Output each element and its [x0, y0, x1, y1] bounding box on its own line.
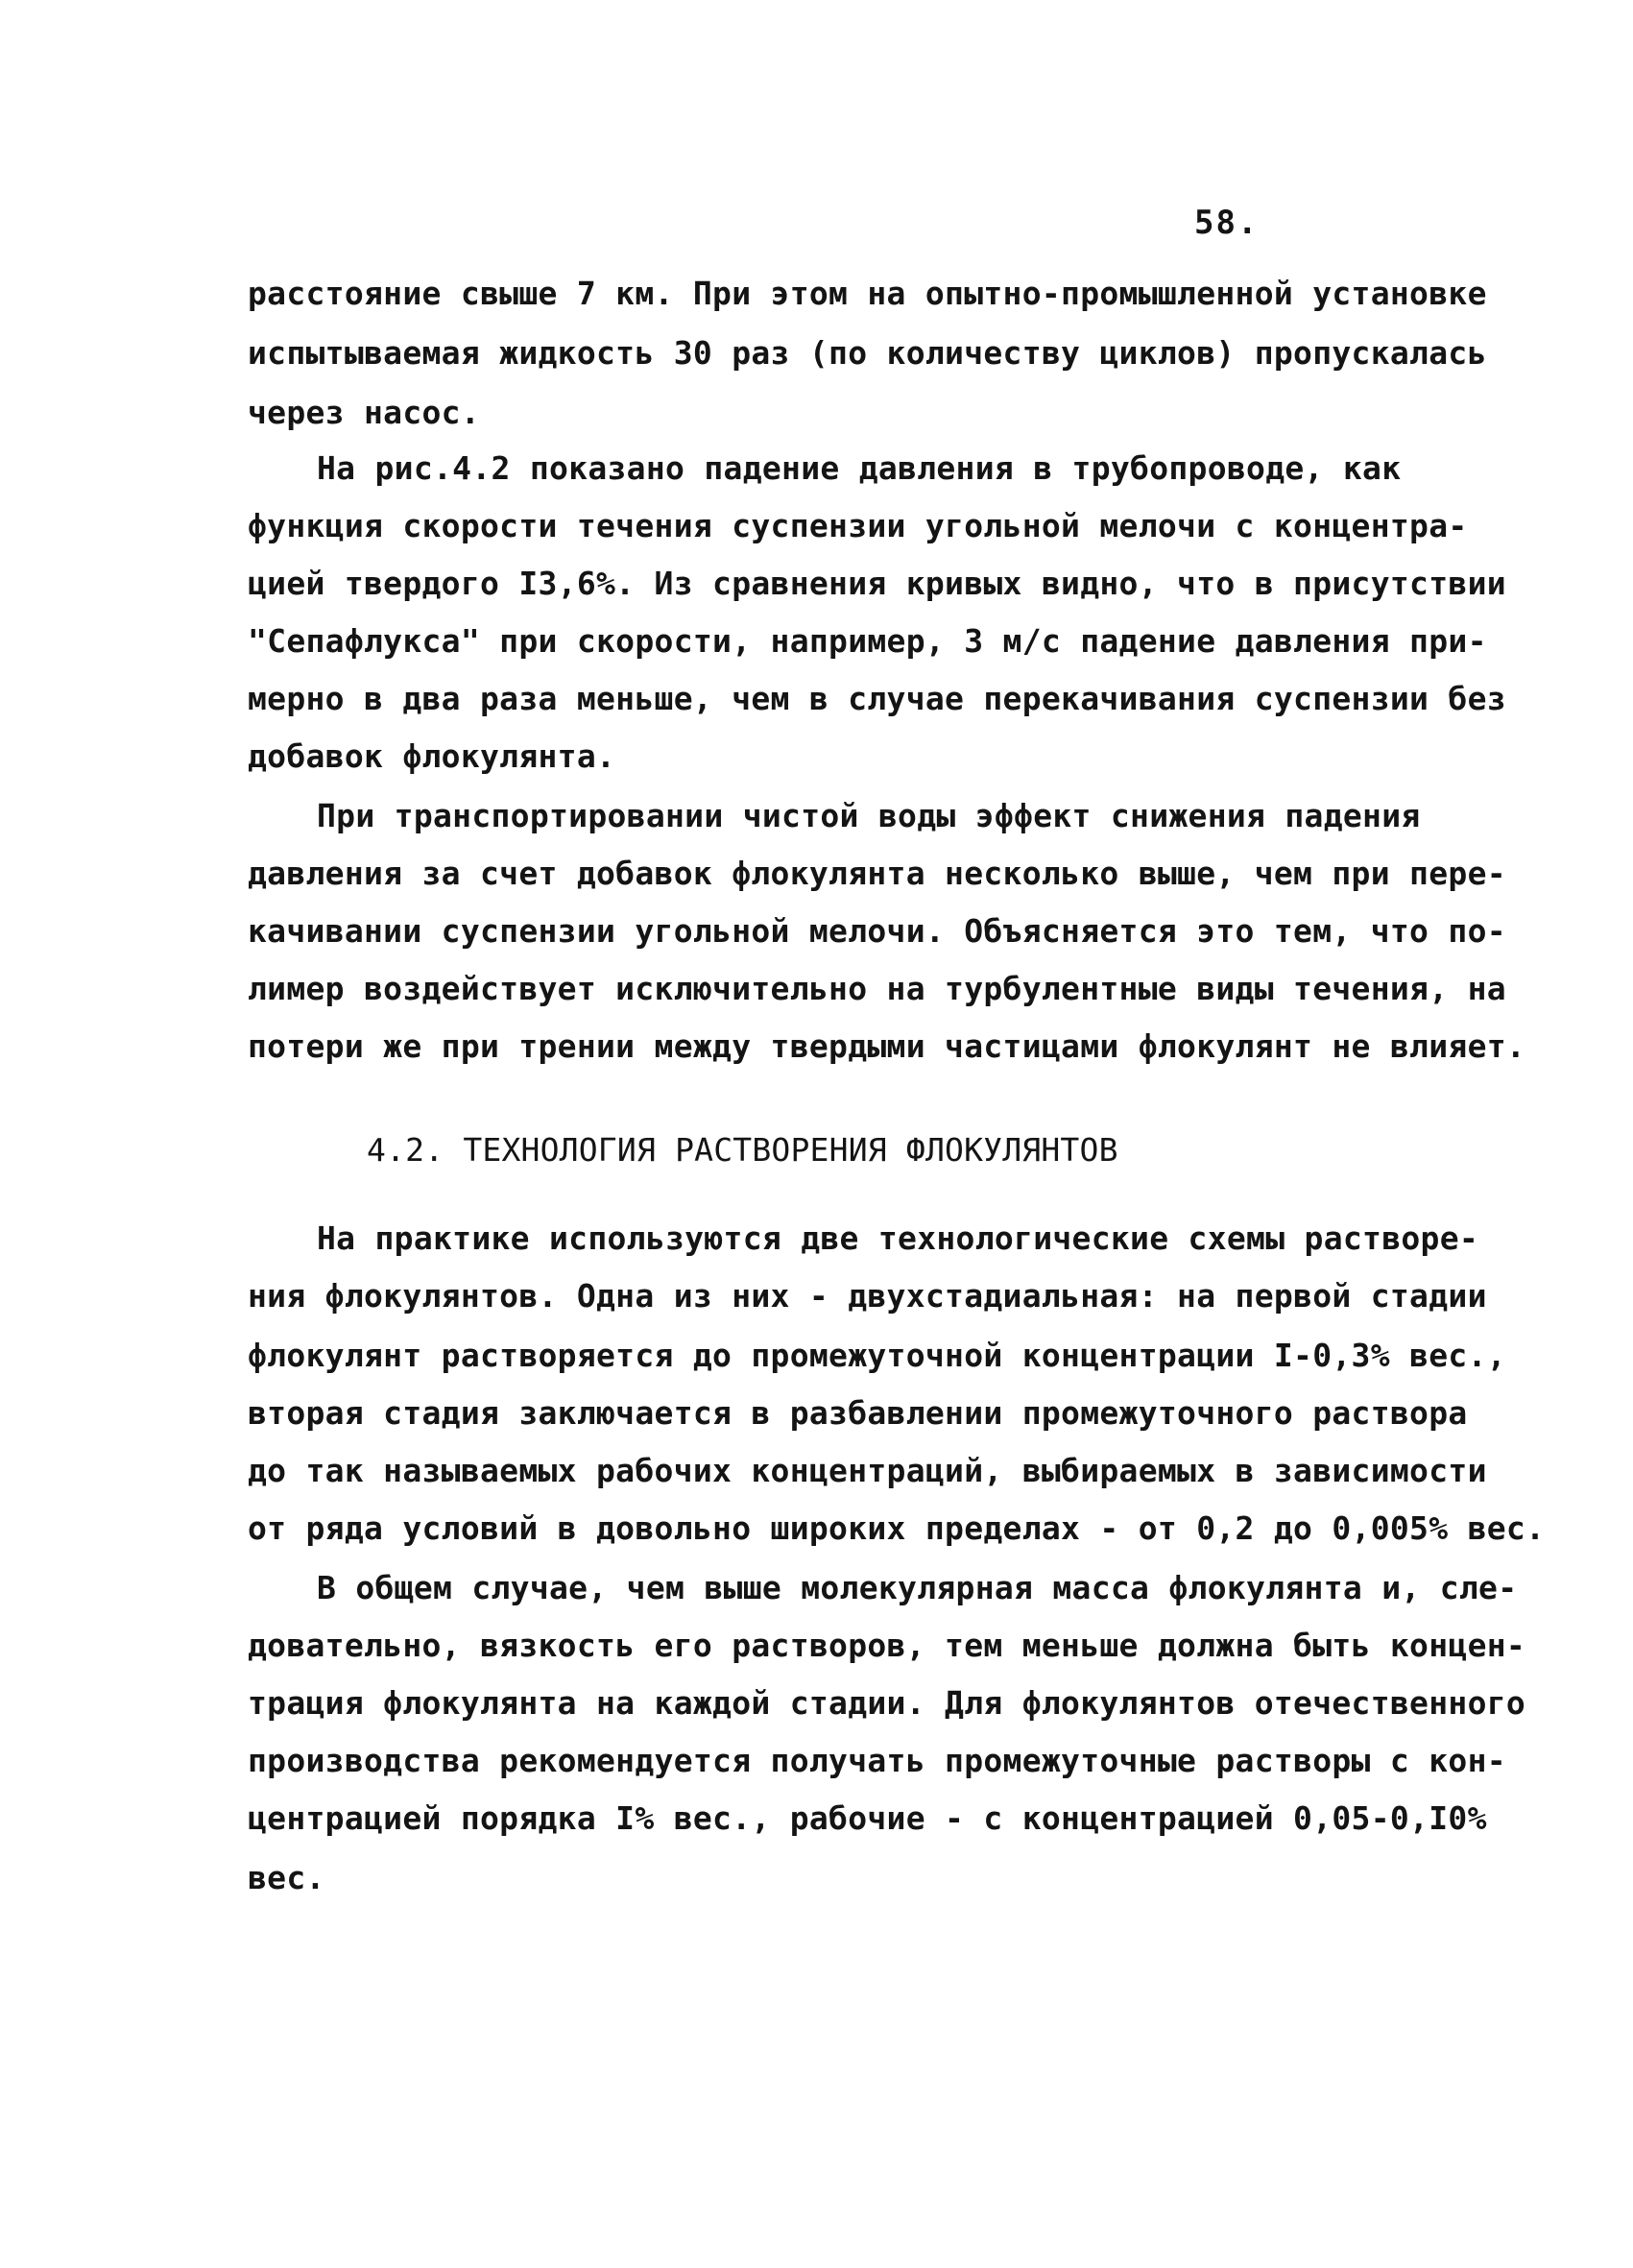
text-line: функция скорости течения суспензии угольной мелочи с концентра-: [248, 507, 1468, 544]
section-heading: 4.2. ТЕХНОЛОГИЯ РАСТВОРЕНИЯ ФЛОКУЛЯНТОВ: [367, 1131, 1118, 1169]
text-line: ния флокулянтов. Одна из них - двухстадиальная: на первой стадии: [248, 1277, 1487, 1315]
text-line: вторая стадия заключается в разбавлении промежуточного раствора: [248, 1394, 1468, 1432]
text-line: расстояние свыше 7 км. При этом на опытно-промышленной установке: [248, 275, 1487, 312]
text-line: центрацией порядка I% вес., рабочие - с концентрацией 0,05-0,I0%: [248, 1799, 1487, 1837]
text-line: На практике используются две технологические схемы растворе-: [317, 1219, 1479, 1257]
text-line: довательно, вязкость его растворов, тем меньше должна быть концен-: [248, 1627, 1526, 1664]
page-number: 58.: [1194, 204, 1260, 242]
text-line: вес.: [248, 1859, 325, 1896]
text-line: потери же при трении между твердыми частицами флокулянт не влияет.: [248, 1027, 1526, 1065]
text-line: флокулянт растворяется до промежуточной концентрации I-0,3% вес.,: [248, 1337, 1506, 1374]
text-line: лимер воздействует исключительно на турбулентные виды течения, на: [248, 970, 1506, 1007]
text-line: На рис.4.2 показано падение давления в трубопроводе, как: [317, 449, 1402, 487]
text-line: испытываемая жидкость 30 раз (по количеству циклов) пропускалась: [248, 334, 1487, 372]
text-line: "Сепафлукса" при скорости, например, 3 м/с падение давления при-: [248, 622, 1487, 660]
text-line: производства рекомендуется получать промежуточные растворы с кон-: [248, 1742, 1506, 1779]
text-line: от ряда условий в довольно широких пределах - от 0,2 до 0,005% вес.: [248, 1509, 1546, 1547]
text-line: цией твердого I3,6%. Из сравнения кривых видно, что в присутствии: [248, 565, 1506, 602]
text-line: трация флокулянта на каждой стадии. Для флокулянтов отечественного: [248, 1684, 1526, 1722]
text-line: При транспортировании чистой воды эффект снижения падения: [317, 797, 1421, 834]
text-line: давления за счет добавок флокулянта несколько выше, чем при пере-: [248, 855, 1506, 892]
text-line: В общем случае, чем выше молекулярная масса флокулянта и, сле-: [317, 1569, 1518, 1606]
text-line: добавок флокулянта.: [248, 737, 616, 775]
text-line: до так называемых рабочих концентраций, выбираемых в зависимости: [248, 1452, 1487, 1489]
text-line: мерно в два раза меньше, чем в случае перекачивания суспензии без: [248, 680, 1506, 717]
text-line: качивании суспензии угольной мелочи. Объясняется это тем, что по-: [248, 912, 1506, 950]
text-line: через насос.: [248, 394, 481, 431]
